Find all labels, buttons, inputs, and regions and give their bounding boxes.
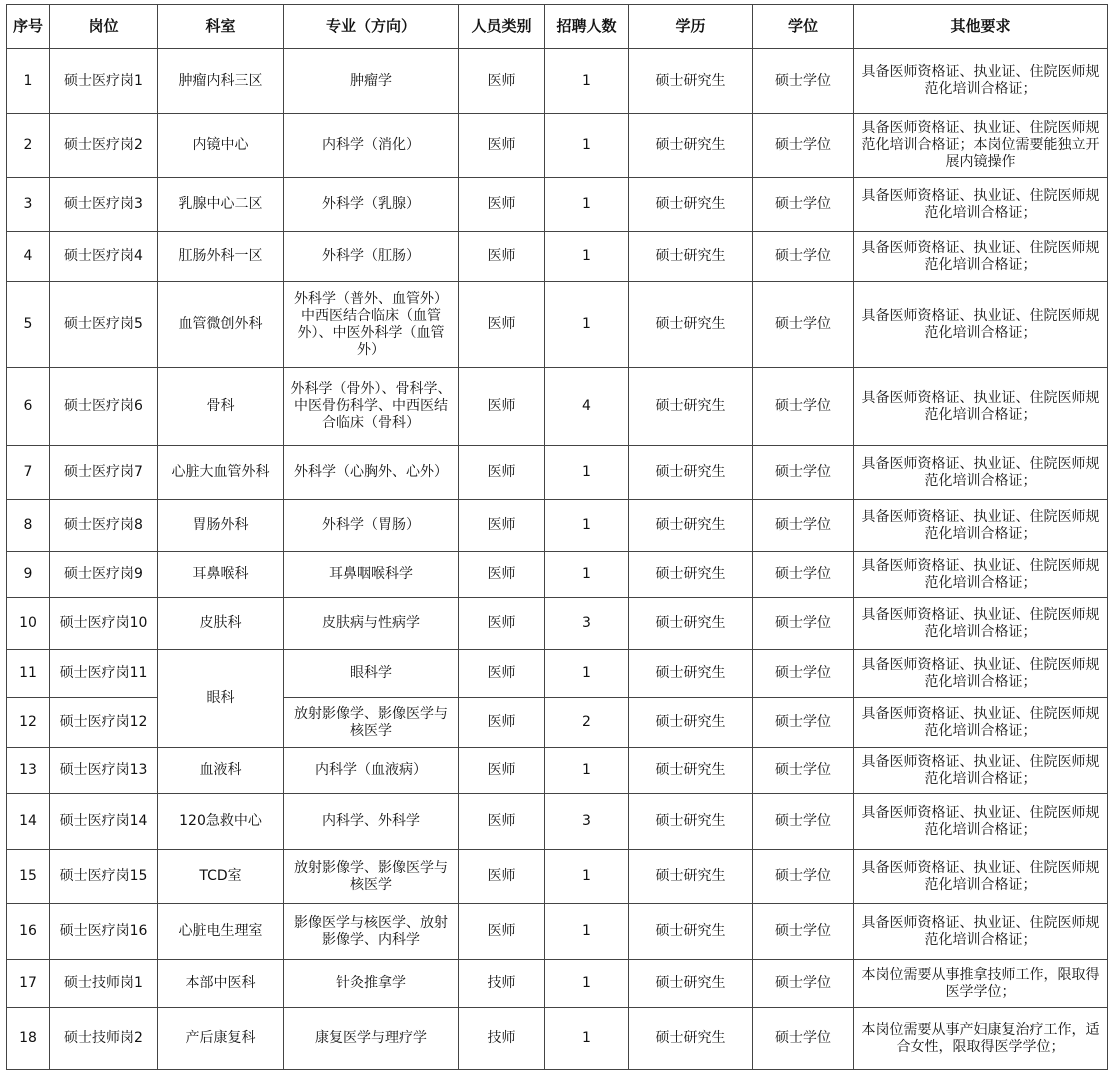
cell-post: 硕士医疗岗10	[50, 598, 158, 650]
table-row	[7, 552, 1108, 598]
cell-dept: 胃肠外科	[158, 500, 284, 552]
cell-edu: 硕士研究生	[629, 748, 753, 794]
cell-no: 9	[7, 552, 50, 598]
table-row	[7, 748, 1108, 794]
cell-no: 16	[7, 904, 50, 960]
cell-post: 硕士医疗岗4	[50, 232, 158, 282]
table-row	[7, 850, 1108, 904]
header-cell-dept: 科室	[158, 5, 284, 49]
cell-count: 3	[545, 794, 629, 850]
cell-requirements: 具备医师资格证、执业证、住院医师规范化培训合格证；	[854, 650, 1108, 698]
cell-degree: 硕士学位	[753, 598, 854, 650]
cell-dept: 心脏大血管外科	[158, 446, 284, 500]
cell-post: 硕士医疗岗1	[50, 49, 158, 114]
cell-no: 17	[7, 960, 50, 1008]
cell-degree: 硕士学位	[753, 282, 854, 368]
cell-post: 硕士医疗岗5	[50, 282, 158, 368]
cell-major: 内科学（血液病）	[284, 748, 459, 794]
cell-degree: 硕士学位	[753, 794, 854, 850]
cell-no: 18	[7, 1008, 50, 1070]
cell-type: 医师	[459, 598, 545, 650]
cell-count: 1	[545, 552, 629, 598]
cell-degree: 硕士学位	[753, 232, 854, 282]
cell-requirements: 具备医师资格证、执业证、住院医师规范化培训合格证；	[854, 368, 1108, 446]
cell-requirements: 具备医师资格证、执业证、住院医师规范化培训合格证；本岗位需要能独立开展内镜操作	[854, 114, 1108, 178]
cell-post: 硕士医疗岗13	[50, 748, 158, 794]
cell-edu: 硕士研究生	[629, 960, 753, 1008]
cell-no: 11	[7, 650, 50, 698]
cell-count: 1	[545, 650, 629, 698]
cell-count: 1	[545, 850, 629, 904]
cell-requirements: 具备医师资格证、执业证、住院医师规范化培训合格证；	[854, 500, 1108, 552]
table-row	[7, 232, 1108, 282]
cell-major: 外科学（胃肠）	[284, 500, 459, 552]
cell-post: 硕士技师岗1	[50, 960, 158, 1008]
cell-type: 医师	[459, 282, 545, 368]
cell-post: 硕士技师岗2	[50, 1008, 158, 1070]
cell-major: 放射影像学、影像医学与核医学	[284, 850, 459, 904]
cell-degree: 硕士学位	[753, 178, 854, 232]
cell-post: 硕士医疗岗14	[50, 794, 158, 850]
header-cell-requirements: 其他要求	[854, 5, 1108, 49]
cell-dept: 血管微创外科	[158, 282, 284, 368]
cell-count: 1	[545, 178, 629, 232]
cell-count: 1	[545, 114, 629, 178]
cell-degree: 硕士学位	[753, 368, 854, 446]
table-row	[7, 794, 1108, 850]
cell-dept: 皮肤科	[158, 598, 284, 650]
cell-no: 15	[7, 850, 50, 904]
cell-requirements: 具备医师资格证、执业证、住院医师规范化培训合格证；	[854, 178, 1108, 232]
cell-post: 硕士医疗岗3	[50, 178, 158, 232]
cell-major: 外科学（骨外）、骨科学、中医骨伤科学、中西医结合临床（骨科）	[284, 368, 459, 446]
cell-requirements: 具备医师资格证、执业证、住院医师规范化培训合格证；	[854, 446, 1108, 500]
cell-no: 7	[7, 446, 50, 500]
cell-type: 医师	[459, 446, 545, 500]
table-row	[7, 282, 1108, 368]
cell-major: 外科学（普外、血管外）中西医结合临床（血管外）、中医外科学（血管外）	[284, 282, 459, 368]
cell-degree: 硕士学位	[753, 698, 854, 748]
cell-no: 14	[7, 794, 50, 850]
cell-no: 8	[7, 500, 50, 552]
cell-dept: TCD室	[158, 850, 284, 904]
cell-type: 医师	[459, 178, 545, 232]
cell-post: 硕士医疗岗11	[50, 650, 158, 698]
cell-dept: 内镜中心	[158, 114, 284, 178]
cell-type: 医师	[459, 748, 545, 794]
cell-degree: 硕士学位	[753, 960, 854, 1008]
cell-type: 医师	[459, 232, 545, 282]
cell-no: 3	[7, 178, 50, 232]
cell-edu: 硕士研究生	[629, 114, 753, 178]
cell-dept: 肿瘤内科三区	[158, 49, 284, 114]
cell-post: 硕士医疗岗6	[50, 368, 158, 446]
cell-edu: 硕士研究生	[629, 282, 753, 368]
cell-no: 12	[7, 698, 50, 748]
cell-dept: 骨科	[158, 368, 284, 446]
cell-edu: 硕士研究生	[629, 650, 753, 698]
cell-major: 影像医学与核医学、放射影像学、内科学	[284, 904, 459, 960]
header-cell-post: 岗位	[50, 5, 158, 49]
cell-type: 医师	[459, 500, 545, 552]
header-cell-degree: 学位	[753, 5, 854, 49]
header-cell-no: 序号	[7, 5, 50, 49]
cell-edu: 硕士研究生	[629, 232, 753, 282]
cell-requirements: 具备医师资格证、执业证、住院医师规范化培训合格证；	[854, 794, 1108, 850]
cell-no: 4	[7, 232, 50, 282]
cell-degree: 硕士学位	[753, 114, 854, 178]
table-row	[7, 368, 1108, 446]
cell-type: 医师	[459, 368, 545, 446]
cell-edu: 硕士研究生	[629, 1008, 753, 1070]
table-row	[7, 960, 1108, 1008]
cell-post: 硕士医疗岗2	[50, 114, 158, 178]
cell-major: 放射影像学、影像医学与核医学	[284, 698, 459, 748]
cell-type: 医师	[459, 650, 545, 698]
header-row	[7, 5, 1108, 49]
cell-requirements: 具备医师资格证、执业证、住院医师规范化培训合格证；	[854, 232, 1108, 282]
cell-degree: 硕士学位	[753, 500, 854, 552]
cell-dept: 120急救中心	[158, 794, 284, 850]
cell-dept: 本部中医科	[158, 960, 284, 1008]
cell-count: 1	[545, 49, 629, 114]
cell-dept: 耳鼻喉科	[158, 552, 284, 598]
cell-requirements: 具备医师资格证、执业证、住院医师规范化培训合格证；	[854, 49, 1108, 114]
cell-degree: 硕士学位	[753, 552, 854, 598]
table-row	[7, 904, 1108, 960]
cell-dept: 乳腺中心二区	[158, 178, 284, 232]
cell-post: 硕士医疗岗16	[50, 904, 158, 960]
cell-major: 眼科学	[284, 650, 459, 698]
cell-post: 硕士医疗岗12	[50, 698, 158, 748]
cell-major: 外科学（乳腺）	[284, 178, 459, 232]
cell-dept: 产后康复科	[158, 1008, 284, 1070]
cell-count: 1	[545, 446, 629, 500]
cell-requirements: 具备医师资格证、执业证、住院医师规范化培训合格证；	[854, 850, 1108, 904]
cell-no: 5	[7, 282, 50, 368]
cell-no: 10	[7, 598, 50, 650]
cell-no: 2	[7, 114, 50, 178]
cell-requirements: 具备医师资格证、执业证、住院医师规范化培训合格证；	[854, 552, 1108, 598]
cell-count: 1	[545, 748, 629, 794]
cell-post: 硕士医疗岗8	[50, 500, 158, 552]
cell-dept: 肛肠外科一区	[158, 232, 284, 282]
cell-type: 医师	[459, 698, 545, 748]
cell-type: 医师	[459, 552, 545, 598]
cell-count: 1	[545, 1008, 629, 1070]
cell-major: 耳鼻咽喉科学	[284, 552, 459, 598]
cell-major: 外科学（心胸外、心外）	[284, 446, 459, 500]
cell-no: 6	[7, 368, 50, 446]
cell-edu: 硕士研究生	[629, 850, 753, 904]
cell-requirements: 本岗位需要从事产妇康复治疗工作，适合女性，限取得医学学位；	[854, 1008, 1108, 1070]
cell-requirements: 具备医师资格证、执业证、住院医师规范化培训合格证；	[854, 282, 1108, 368]
cell-major: 康复医学与理疗学	[284, 1008, 459, 1070]
cell-edu: 硕士研究生	[629, 904, 753, 960]
recruitment-table	[6, 4, 1108, 1070]
cell-major: 皮肤病与性病学	[284, 598, 459, 650]
table-row	[7, 178, 1108, 232]
cell-degree: 硕士学位	[753, 650, 854, 698]
cell-post: 硕士医疗岗15	[50, 850, 158, 904]
cell-major: 肿瘤学	[284, 49, 459, 114]
cell-no: 1	[7, 49, 50, 114]
cell-degree: 硕士学位	[753, 904, 854, 960]
table-row	[7, 598, 1108, 650]
cell-degree: 硕士学位	[753, 1008, 854, 1070]
table-row	[7, 114, 1108, 178]
cell-dept: 眼科	[158, 650, 284, 748]
cell-degree: 硕士学位	[753, 49, 854, 114]
cell-type: 技师	[459, 1008, 545, 1070]
recruitment-table-container	[6, 4, 1108, 1070]
table-row	[7, 49, 1108, 114]
cell-degree: 硕士学位	[753, 446, 854, 500]
table-row	[7, 1008, 1108, 1070]
cell-requirements: 具备医师资格证、执业证、住院医师规范化培训合格证；	[854, 698, 1108, 748]
cell-post: 硕士医疗岗7	[50, 446, 158, 500]
cell-requirements: 具备医师资格证、执业证、住院医师规范化培训合格证；	[854, 904, 1108, 960]
table-row	[7, 650, 1108, 698]
cell-major: 外科学（肛肠）	[284, 232, 459, 282]
cell-post: 硕士医疗岗9	[50, 552, 158, 598]
cell-edu: 硕士研究生	[629, 368, 753, 446]
cell-count: 1	[545, 904, 629, 960]
cell-edu: 硕士研究生	[629, 698, 753, 748]
cell-count: 1	[545, 500, 629, 552]
cell-type: 医师	[459, 49, 545, 114]
cell-requirements: 具备医师资格证、执业证、住院医师规范化培训合格证；	[854, 748, 1108, 794]
cell-edu: 硕士研究生	[629, 552, 753, 598]
cell-edu: 硕士研究生	[629, 500, 753, 552]
table-row	[7, 446, 1108, 500]
cell-count: 1	[545, 232, 629, 282]
cell-edu: 硕士研究生	[629, 446, 753, 500]
cell-dept: 心脏电生理室	[158, 904, 284, 960]
cell-count: 2	[545, 698, 629, 748]
header-cell-major: 专业（方向）	[284, 5, 459, 49]
cell-dept: 血液科	[158, 748, 284, 794]
cell-type: 医师	[459, 904, 545, 960]
cell-type: 医师	[459, 850, 545, 904]
cell-requirements: 具备医师资格证、执业证、住院医师规范化培训合格证；	[854, 598, 1108, 650]
header-cell-type: 人员类别	[459, 5, 545, 49]
cell-type: 医师	[459, 794, 545, 850]
cell-count: 1	[545, 960, 629, 1008]
cell-major: 内科学（消化）	[284, 114, 459, 178]
cell-edu: 硕士研究生	[629, 794, 753, 850]
cell-degree: 硕士学位	[753, 748, 854, 794]
cell-edu: 硕士研究生	[629, 178, 753, 232]
table-row	[7, 500, 1108, 552]
cell-major: 内科学、外科学	[284, 794, 459, 850]
cell-edu: 硕士研究生	[629, 598, 753, 650]
cell-requirements: 本岗位需要从事推拿技师工作，限取得医学学位；	[854, 960, 1108, 1008]
cell-count: 3	[545, 598, 629, 650]
cell-type: 医师	[459, 114, 545, 178]
cell-degree: 硕士学位	[753, 850, 854, 904]
cell-count: 1	[545, 282, 629, 368]
header-cell-count: 招聘人数	[545, 5, 629, 49]
cell-major: 针灸推拿学	[284, 960, 459, 1008]
cell-no: 13	[7, 748, 50, 794]
cell-type: 技师	[459, 960, 545, 1008]
cell-edu: 硕士研究生	[629, 49, 753, 114]
header-cell-edu: 学历	[629, 5, 753, 49]
cell-count: 4	[545, 368, 629, 446]
